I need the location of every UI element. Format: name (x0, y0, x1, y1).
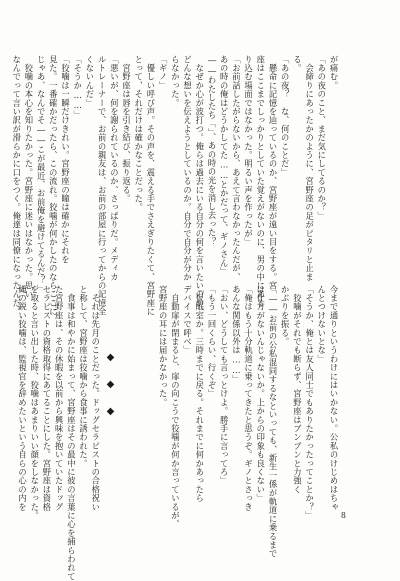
top-line: ルトレーナーで、お前の親友は、お前の部屋に行ってからの記憶全 (97, 55, 108, 316)
top-line: 懸命に記憶を辿っているのか、宮野座が遠い目をする。宮 (267, 55, 278, 290)
top-line: 「あの夜？ な、何のことだ」 (280, 55, 291, 177)
top-line: り込む場面ではなかった。明るい声を作ったが」 (243, 55, 254, 247)
bottom-line: セラピストの資格取得にあてることにした。宮野座は資格 (41, 285, 52, 512)
top-line: くないんだ」 (84, 55, 95, 108)
top-line: 「そうか……」 (72, 55, 83, 120)
top-line: 「悪いが、何を謝られているのか、さっぱりだ。メディカ (109, 55, 120, 282)
bottom-line (102, 285, 103, 499)
top-line: どんな想いを伝えようとしているのか。自分で自分が分か (182, 55, 193, 282)
top-line: 「あの夜のこと、まだ気にしてるのか？」 (316, 55, 327, 221)
top-line: 座はここまでしっかりとしていた覚えがないのに、男の中にある (255, 55, 266, 308)
top-line: 「狡噛は一瞬だけきれい。宮野座の瞳は確かにそれを (60, 55, 71, 264)
bottom-line: それは先月のことだった。ドッグセラピストの合格祝い (90, 285, 101, 512)
bottom-line: を取ると言い出した時、狡噛はあまりいい顔をしなかった。 (29, 285, 40, 520)
top-line: 優しい呼び声。その声を、震える手でさえぎりたくて、宮野座に (145, 55, 156, 316)
scene-break: ◆◆◆ (104, 351, 116, 433)
bottom-line: 「仮眠室か。三時までに戻る。それまでに何かあったら (194, 285, 205, 503)
bottom-line: 「――お前の公私混同するなといっても、新生一係が軌道に乗るまで (267, 285, 278, 559)
top-line: じゃあ、なんでそ――こが最近、お前俺を避けてるんだ？」 (36, 55, 47, 294)
bottom-line: 今まで通りというわけにはいかない。公私のけじめはちゃ (329, 285, 339, 512)
top-line: る。 (292, 55, 303, 73)
top-line: らなかった。 (170, 55, 181, 108)
bottom-line: と称して、宮野座は狡噛から食事に誘われた。 (78, 285, 89, 468)
page-number: 8 (340, 511, 346, 520)
bottom-line: んとつけないとな」 (316, 285, 327, 364)
bottom-line: 「おい、どうしても言っとけよ。勝手に言ってろ」 (219, 285, 230, 486)
bottom-line: 「俺はもう十分軌道に乗ってきたと思うぞ。ギノとさっき (243, 285, 254, 512)
bottom-line: 「もう一回くらい、行くぞ」 (206, 285, 217, 399)
bottom-line: 食事は和やかに始まって、宮野座はその最中に彼の言葉に心を捕らわれて (66, 285, 77, 581)
bottom-line: た宮野座は、その休暇を以前から興味を抱いていたドッグ (54, 285, 65, 512)
top-line: 宮野座は唇を引き結び、振り返る。 (121, 55, 132, 203)
bottom-line: は仕方がないんじゃないか。上からの印象も良くない」 (255, 285, 266, 503)
top-line: なぜか心が波打つ。俺らは過去にいる自分の何を言いたいのか。 (194, 55, 205, 316)
top-line: 見た。一番確かだったら、この流れ。狡噛が何かしたのならここに (48, 55, 59, 316)
bottom-line: デバイスで呼べ」 (182, 285, 193, 355)
bottom-line: 狡噛がそれでも断らず、宮野座はブンブンと力強く (292, 285, 303, 494)
top-line: が痛む。 (329, 55, 339, 90)
top-line: 「お前話したがらないから、あえて言わなかったんだが、 (231, 55, 242, 282)
top-line: ――わたしたち「」、あの時の光を消し去った？ (206, 55, 217, 246)
top-line: あの時の俺はどうかしてた……とかだって、ギノさん」 (219, 55, 230, 276)
bottom-line: 自動扉が閉まると、扉の向こうで狡噛が何か言っているが、 (170, 285, 181, 529)
bottom-line: かぶりを振る。 (280, 285, 291, 346)
top-line: とって、それだけは確かなことだった。 (133, 55, 144, 212)
bottom-line: 宮野座の耳には届かなかった。 (158, 285, 169, 407)
top-line: 「ギノ」 (158, 55, 169, 90)
bottom-line: あんな関係以外は……」 (231, 285, 242, 385)
text-block-lower (17, 285, 340, 581)
top-line: なんでって言い訳が滑らかに口をつく。俺達は同僚になったんだ。 (11, 55, 22, 316)
bottom-line: 「そうか、俺とは友人同士でもありたかったってことか？」 (304, 285, 315, 520)
top-line: 会締りにあったかのように、宮野座の足がピタリと止ま (304, 55, 315, 282)
top-line: 狡噛の本心を知りたかった。宮野座に迷いはなかった。思い (23, 55, 34, 299)
bottom-line: 縄の鋭い狡噛は、監視官を辞めたいという自らの心の内を (17, 285, 28, 512)
